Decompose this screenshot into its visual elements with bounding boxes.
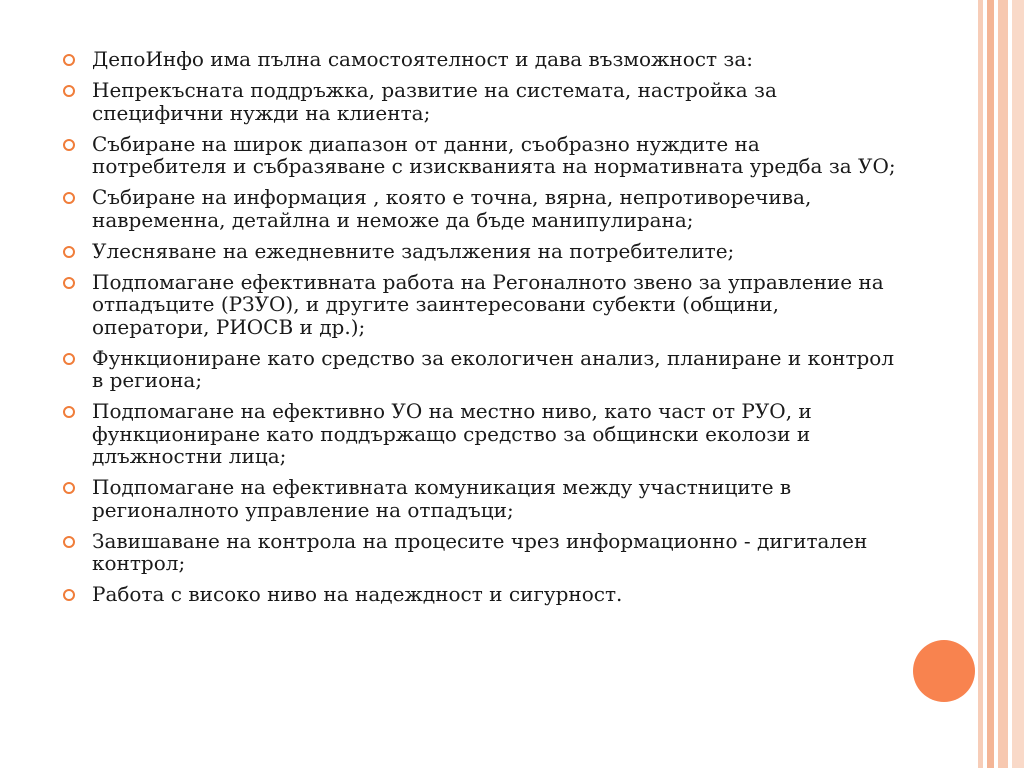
bullet-item <box>60 271 900 339</box>
bullet-item <box>60 48 900 71</box>
bullet-circle-icon <box>63 192 75 204</box>
bullet-text: Улесняване на ежедневните задължения на потребителите; <box>92 238 735 263</box>
bullet-item <box>60 186 900 231</box>
bullet-text: Събиране на широк диапазон от данни, съобразно нуждите на потребителя и събразяване с изискванията на нормативната уредба за УО; <box>92 131 896 178</box>
bullet-text: Подпомагане на ефективно УО на местно ниво, като част от РУО, и функциониране като поддържащо средство за общински еколози и длъжностни лица; <box>92 399 812 468</box>
bullet-item <box>60 133 900 178</box>
bullet-item <box>60 583 900 606</box>
bullet-circle-icon <box>63 536 75 548</box>
bullet-text: Събиране на информация , която е точна, вярна, непротиворечива, навременна, детайлна и неможе да бъде манипулирана; <box>92 185 812 232</box>
stripe <box>987 0 994 768</box>
bullet-item <box>60 240 900 263</box>
decorative-circle <box>913 640 975 702</box>
bullet-circle-icon <box>63 246 75 258</box>
bullet-text: Подпомагане на ефективната комуникация между участниците в регионалното управление на отпадъци; <box>92 475 792 522</box>
slide-content <box>60 48 900 614</box>
bullet-text: Функциониране като средство за екологичен анализ, планиране и контрол в региона; <box>92 345 895 392</box>
bullet-circle-icon <box>63 139 75 151</box>
bullet-circle-icon <box>63 482 75 494</box>
bullet-circle-icon <box>63 589 75 601</box>
bullet-text: ДепоИнфо има пълна самостоятелност и дава възможност за: <box>92 47 753 71</box>
bullet-list <box>60 48 900 606</box>
bullet-item <box>60 400 900 468</box>
bullet-circle-icon <box>63 277 75 289</box>
stripe <box>998 0 1008 768</box>
bullet-text: Работа с високо ниво на надеждност и сигурност. <box>92 582 623 606</box>
decorative-side-stripes <box>978 0 1024 768</box>
bullet-item <box>60 476 900 521</box>
bullet-text: Подпомагане ефективната работа на Регоналното звено за управление на отпадъците (РЗУО), и другите заинтересовани субекти (общини, оператори, РИОСВ и др.); <box>92 269 884 339</box>
bullet-circle-icon <box>63 353 75 365</box>
bullet-text: Непрекъсната поддръжка, развитие на системата, настройка за специфични нужди на клиента; <box>92 78 777 125</box>
bullet-circle-icon <box>63 406 75 418</box>
bullet-item <box>60 530 900 575</box>
bullet-item <box>60 347 900 392</box>
bullet-item <box>60 79 900 124</box>
bullet-circle-icon <box>63 85 75 97</box>
bullet-text: Завишаване на контрола на процесите чрез информационно - дигитален контрол; <box>92 528 868 575</box>
bullet-circle-icon <box>63 54 75 66</box>
stripe <box>1012 0 1024 768</box>
